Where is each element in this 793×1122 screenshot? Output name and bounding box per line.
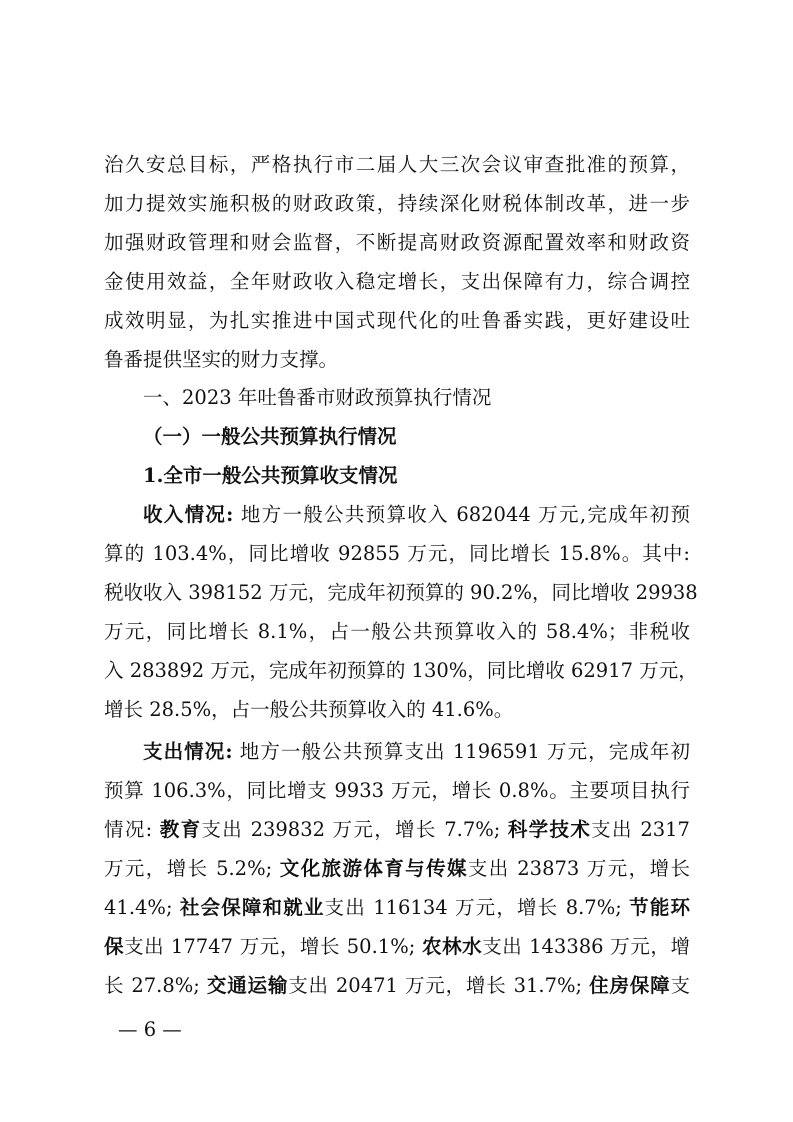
paragraph-line: 万元，同比增长 8.1%，占一般公共预算收入的 58.4%；非税收 [104,620,690,643]
item-name: 交通运输 [206,974,289,997]
item-name: 科学技术 [507,818,592,841]
paragraph-line [104,851,690,887]
paragraph-line: 鲁番提供坚实的财力支撑。 [104,348,339,371]
income-paragraph-first-line [143,497,690,533]
text-run: 万元，增长 5.2%; [104,857,280,880]
item-name: 教育 [159,818,202,841]
text-run: 长 27.8%; [104,974,207,997]
paragraph-line [104,812,690,848]
paragraph-line: 预算 106.3%，同比增支 9933 万元，增长 0.8%。主要项目执行 [104,779,690,802]
text-run: 41.4%; [104,896,180,919]
paragraph-line: 成效明显，为扎实推进中国式现代化的吐鲁番实践，更好建设吐 [104,309,690,332]
text-run: 支出 239832 万元，增长 7.7%; [201,818,508,841]
paragraph-line: 入 283892 万元，完成年初预算的 130%，同比增收 62917 万元， [104,659,698,682]
paragraph-line: 税收收入 398152 万元，完成年初预算的 90.2%，同比增收 29938 [104,581,698,604]
paragraph-line: 加力提效实施积极的财政政策，持续深化财税体制改革，进一步 [104,192,690,215]
expenditure-paragraph-first-line [143,734,690,770]
text-run: 情况: [104,818,160,841]
paragraph-line: 加强财政管理和财会监督，不断提高财政资源配置效率和财政资 [104,231,690,254]
paragraph-line [104,929,690,965]
subsubsection-heading: 1.全市一般公共预算收支情况 [143,464,398,487]
income-text: 地方一般公共预算收入 682044 万元,完成年初预 [233,503,691,526]
paragraph-line [104,890,690,926]
income-label: 收入情况: [143,503,234,526]
page-number: — 6 — [118,1018,182,1041]
paragraph-line: 治久安总目标，严格执行市二届人大三次会议审查批准的预算， [104,153,690,176]
item-name: 节能环 [629,896,690,919]
text-run: 支出 17747 万元，增长 50.1%; [124,935,423,958]
text-run: 支出 23873 万元，增长 [467,857,690,880]
section-heading: 一、2023 年吐鲁番市财政预算执行情况 [143,386,492,409]
subsection-heading: （一）一般公共预算执行情况 [143,425,397,448]
text-run: 支出 143386 万元，增 [482,935,690,958]
expenditure-label: 支出情况: [143,740,233,763]
item-name: 农林水 [422,935,483,958]
text-run: 支出 116134 万元，增长 8.7%; [324,896,630,919]
paragraph-line [104,968,690,1004]
item-name: 社会保障和就业 [179,896,325,919]
item-name: 保 [104,935,125,958]
text-run: 支 [670,974,690,997]
text-run: 支出 20471 万元，增长 31.7%; [288,974,590,997]
item-name: 文化旅游体育与传媒 [279,857,468,880]
paragraph-line: 算的 103.4%，同比增收 92855 万元，同比增长 15.8%。其中: [104,542,690,565]
item-name: 住房保障 [589,974,671,997]
paragraph-line: 增长 28.5%，占一般公共预算收入的 41.6%。 [104,698,514,721]
expenditure-text: 地方一般公共预算支出 1196591 万元，完成年初 [232,740,690,763]
text-run: 支出 2317 [591,818,690,841]
paragraph-line: 金使用效益，全年财政收入稳定增长，支出保障有力，综合调控 [104,270,690,293]
